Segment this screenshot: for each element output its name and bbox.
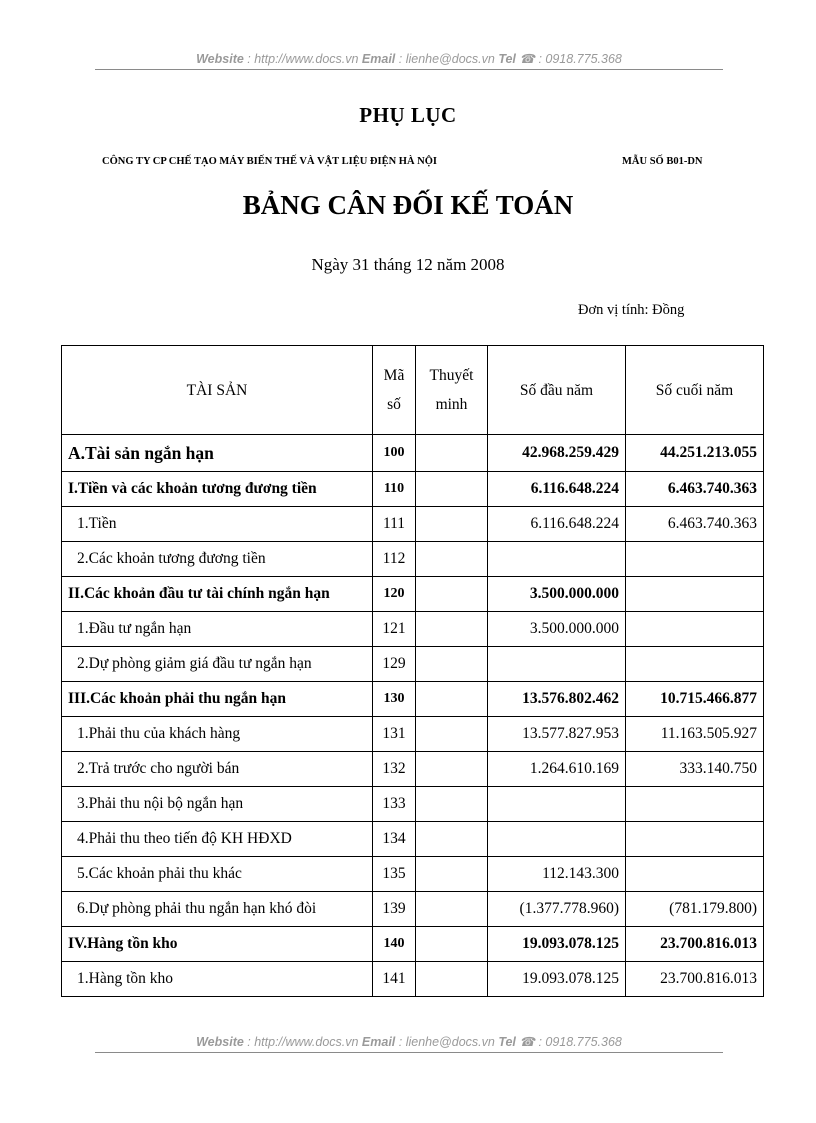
footer-email-value: : lienhe@docs.vn (395, 1035, 499, 1049)
row-code: 100 (373, 435, 416, 472)
row-note (416, 542, 488, 577)
footer-phone-icon: ☎ (519, 1035, 535, 1049)
table-row (62, 822, 764, 857)
email-value: : lienhe@docs.vn (395, 52, 499, 66)
row-begin-balance: 6.116.648.224 (488, 507, 626, 542)
row-label: 1.Hàng tồn kho (62, 962, 373, 997)
phone-icon: ☎ (519, 52, 535, 66)
table-row (62, 962, 764, 997)
row-begin-balance: 3.500.000.000 (488, 577, 626, 612)
row-code: 139 (373, 892, 416, 927)
table-row (62, 472, 764, 507)
table-row (62, 752, 764, 787)
table-row (62, 857, 764, 892)
row-end-balance (626, 612, 764, 647)
table-row (62, 927, 764, 962)
row-end-balance: (781.179.800) (626, 892, 764, 927)
row-end-balance (626, 857, 764, 892)
table-row (62, 787, 764, 822)
row-code: 120 (373, 577, 416, 612)
website-url: : http://www.docs.vn (243, 52, 362, 66)
row-note (416, 857, 488, 892)
row-begin-balance: 13.576.802.462 (488, 682, 626, 717)
row-end-balance (626, 542, 764, 577)
row-begin-balance: 3.500.000.000 (488, 612, 626, 647)
row-code: 129 (373, 647, 416, 682)
row-label: 5.Các khoản phải thu khác (62, 857, 373, 892)
row-end-balance (626, 787, 764, 822)
row-begin-balance: 42.968.259.429 (488, 435, 626, 472)
row-note (416, 962, 488, 997)
row-note (416, 822, 488, 857)
row-begin-balance: 19.093.078.125 (488, 962, 626, 997)
row-note (416, 577, 488, 612)
row-begin-balance (488, 647, 626, 682)
row-label: 4.Phải thu theo tiến độ KH HĐXD (62, 822, 373, 857)
document-title: BẢNG CÂN ĐỐI KẾ TOÁN (242, 190, 574, 220)
table-row (62, 612, 764, 647)
row-note (416, 927, 488, 962)
report-date: Ngày 31 tháng 12 năm 2008 (311, 255, 505, 274)
row-end-balance: 6.463.740.363 (626, 472, 764, 507)
row-label: 1.Phải thu của khách hàng (62, 717, 373, 752)
table-row (62, 682, 764, 717)
row-begin-balance: 19.093.078.125 (488, 927, 626, 962)
table-row (62, 577, 764, 612)
table-row (62, 647, 764, 682)
row-begin-balance: 112.143.300 (488, 857, 626, 892)
header-begin-balance: Số đầu năm (488, 346, 626, 435)
row-end-balance: 44.251.213.055 (626, 435, 764, 472)
form-code: MẪU SỐ B01-DN (622, 156, 703, 167)
row-code: 133 (373, 787, 416, 822)
row-code: 130 (373, 682, 416, 717)
row-end-balance (626, 577, 764, 612)
footer-tel-label: Tel (498, 1035, 516, 1049)
row-label: II.Các khoản đầu tư tài chính ngắn hạn (62, 577, 373, 612)
header-contact-bar (95, 51, 723, 66)
row-code: 141 (373, 962, 416, 997)
footer-tel-value: : 0918.775.368 (534, 1035, 622, 1049)
row-label: 3.Phải thu nội bộ ngắn hạn (62, 787, 373, 822)
appendix-title: PHỤ LỤC (359, 103, 457, 127)
row-end-balance: 23.700.816.013 (626, 962, 764, 997)
row-end-balance: 333.140.750 (626, 752, 764, 787)
footer-website-label: Website (196, 1035, 244, 1049)
row-label: IV.Hàng tồn kho (62, 927, 373, 962)
row-code: 112 (373, 542, 416, 577)
footer-website-url: : http://www.docs.vn (243, 1035, 362, 1049)
row-begin-balance: (1.377.778.960) (488, 892, 626, 927)
row-end-balance (626, 822, 764, 857)
row-code: 111 (373, 507, 416, 542)
row-end-balance: 6.463.740.363 (626, 507, 764, 542)
header-asset: TÀI SẢN (62, 346, 373, 435)
row-label: 2.Các khoản tương đương tiền (62, 542, 373, 577)
row-begin-balance: 1.264.610.169 (488, 752, 626, 787)
row-note (416, 787, 488, 822)
header-end-balance: Số cuối năm (626, 346, 764, 435)
row-note (416, 647, 488, 682)
row-label: III.Các khoản phải thu ngắn hạn (62, 682, 373, 717)
row-end-balance: 11.163.505.927 (626, 717, 764, 752)
row-end-balance: 10.715.466.877 (626, 682, 764, 717)
row-label: I.Tiền và các khoản tương đương tiền (62, 472, 373, 507)
table-row (62, 892, 764, 927)
row-label: 1.Tiền (62, 507, 373, 542)
row-code: 134 (373, 822, 416, 857)
table-row (62, 542, 764, 577)
row-code: 121 (373, 612, 416, 647)
row-note (416, 435, 488, 472)
row-note (416, 752, 488, 787)
header-note: Thuyết minh (416, 346, 488, 435)
row-code: 110 (373, 472, 416, 507)
table-row (62, 717, 764, 752)
row-code: 132 (373, 752, 416, 787)
row-note (416, 892, 488, 927)
row-note (416, 507, 488, 542)
footer-divider (95, 1052, 723, 1053)
table-row (62, 435, 764, 472)
tel-label: Tel (498, 52, 516, 66)
row-label: 1.Đầu tư ngắn hạn (62, 612, 373, 647)
email-label: Email (361, 52, 396, 66)
row-begin-balance: 6.116.648.224 (488, 472, 626, 507)
row-begin-balance (488, 822, 626, 857)
table-row (62, 507, 764, 542)
currency-unit: Đơn vị tính: Đồng (578, 302, 685, 318)
row-label: 2.Trả trước cho người bán (62, 752, 373, 787)
row-note (416, 717, 488, 752)
row-code: 140 (373, 927, 416, 962)
row-code: 135 (373, 857, 416, 892)
row-begin-balance (488, 787, 626, 822)
footer-contact-bar (95, 1034, 723, 1049)
row-end-balance: 23.700.816.013 (626, 927, 764, 962)
row-label: 2.Dự phòng giảm giá đầu tư ngắn hạn (62, 647, 373, 682)
company-name: CÔNG TY CP CHẾ TẠO MÁY BIẾN THẾ VÀ VẬT LIỆU ĐIỆN HÀ NỘI (102, 156, 437, 167)
tel-value: : 0918.775.368 (534, 52, 622, 66)
row-code: 131 (373, 717, 416, 752)
table-header-row (62, 346, 764, 435)
balance-sheet-table (61, 345, 764, 997)
header-code: Mã số (373, 346, 416, 435)
website-label: Website (196, 52, 244, 66)
row-label: 6.Dự phòng phải thu ngắn hạn khó đòi (62, 892, 373, 927)
footer-email-label: Email (361, 1035, 396, 1049)
header-divider (95, 69, 723, 70)
row-note (416, 472, 488, 507)
row-note (416, 682, 488, 717)
row-begin-balance: 13.577.827.953 (488, 717, 626, 752)
row-label: A.Tài sản ngắn hạn (62, 435, 373, 472)
row-note (416, 612, 488, 647)
row-begin-balance (488, 542, 626, 577)
row-end-balance (626, 647, 764, 682)
